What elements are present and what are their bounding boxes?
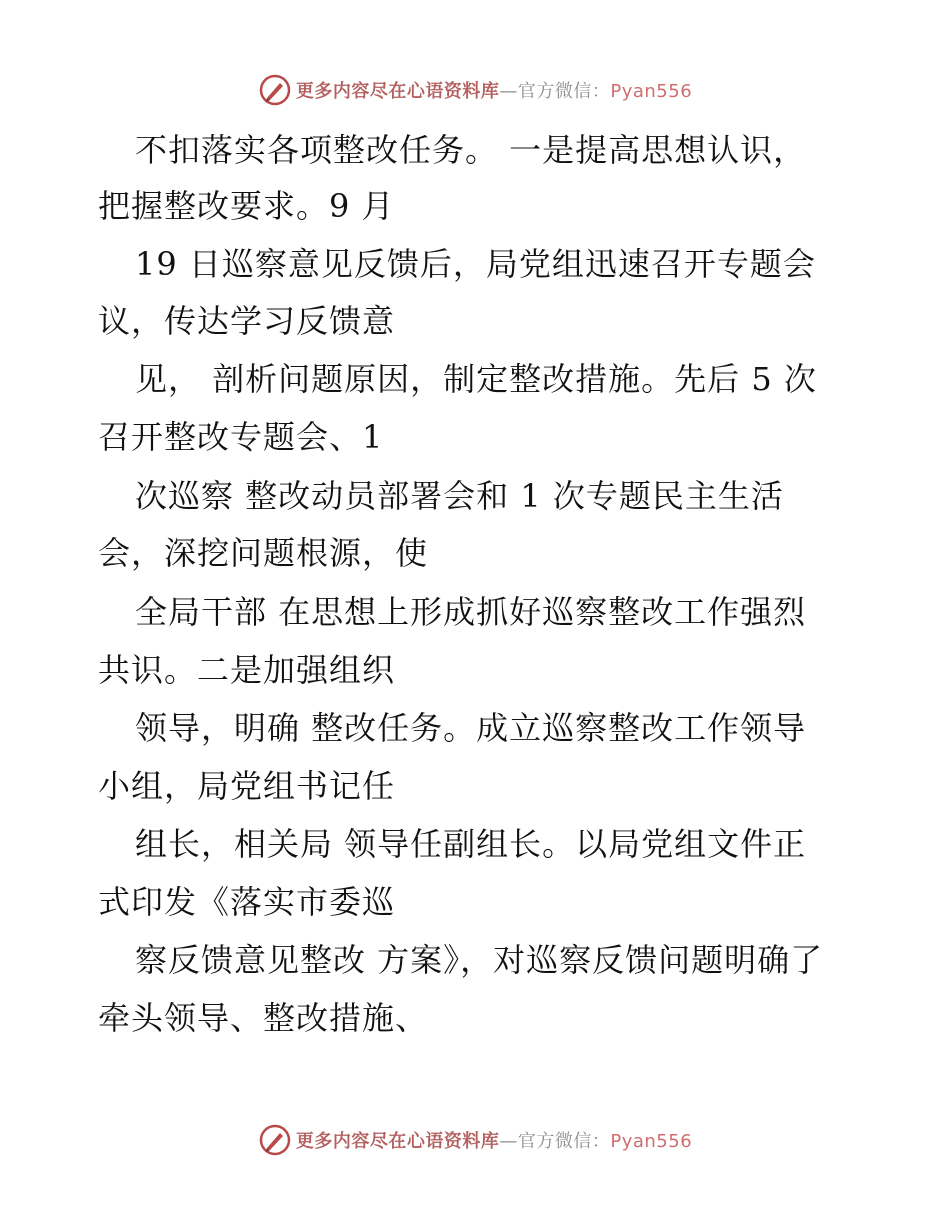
header-banner-text bbox=[296, 77, 692, 103]
banner-wechat-label: 官方微信： bbox=[517, 1131, 611, 1152]
text-line: 把握整改要求。9 月 bbox=[98, 187, 395, 225]
text-line: 式印发《落实市委巡 bbox=[98, 883, 396, 921]
banner-dash: — bbox=[499, 1131, 518, 1152]
footer-banner bbox=[0, 1120, 950, 1160]
text-line: 领导，明确 整改任务。成立巡察整改工作领导 bbox=[135, 709, 807, 747]
banner-text-main: 更多内容尽在心语资料库 bbox=[295, 81, 500, 102]
text-line: 见， 剖析问题原因，制定整改措施。先后 5 次 bbox=[135, 360, 817, 398]
banner-wechat-id: Pyan556 bbox=[610, 81, 693, 102]
pen-logo-icon bbox=[258, 1123, 292, 1157]
text-line: 察反馈意见整改 方案》，对巡察反馈问题明确了 bbox=[135, 941, 824, 979]
text-line: 牵头领导、整改措施、 bbox=[98, 999, 429, 1037]
text-line: 会，深挖问题根源，使 bbox=[98, 534, 429, 572]
text-line: 19 日巡察意见反馈后，局党组迅速召开专题会 bbox=[135, 245, 816, 283]
text-line: 小组，局党组书记任 bbox=[98, 767, 396, 805]
text-line: 不扣落实各项整改任务。 一是提高思想认识， bbox=[135, 131, 807, 169]
text-line: 召开整改专题会、1 bbox=[98, 418, 384, 456]
header-banner bbox=[0, 70, 950, 110]
text-line: 次巡察 整改动员部署会和 1 次专题民主生活 bbox=[135, 477, 784, 515]
footer-banner-text bbox=[296, 1127, 692, 1153]
banner-wechat-label: 官方微信： bbox=[517, 81, 611, 102]
banner-wechat-id: Pyan556 bbox=[610, 1131, 693, 1152]
banner-text-main: 更多内容尽在心语资料库 bbox=[295, 1131, 500, 1152]
pen-logo-icon bbox=[258, 73, 292, 107]
text-line: 组长，相关局 领导任副组长。以局党组文件正 bbox=[135, 825, 807, 863]
text-line: 全局干部 在思想上形成抓好巡察整改工作强烈 bbox=[135, 593, 807, 631]
text-line: 议，传达学习反馈意 bbox=[98, 302, 396, 340]
text-line: 共识。二是加强组织 bbox=[98, 651, 396, 689]
banner-dash: — bbox=[499, 81, 518, 102]
